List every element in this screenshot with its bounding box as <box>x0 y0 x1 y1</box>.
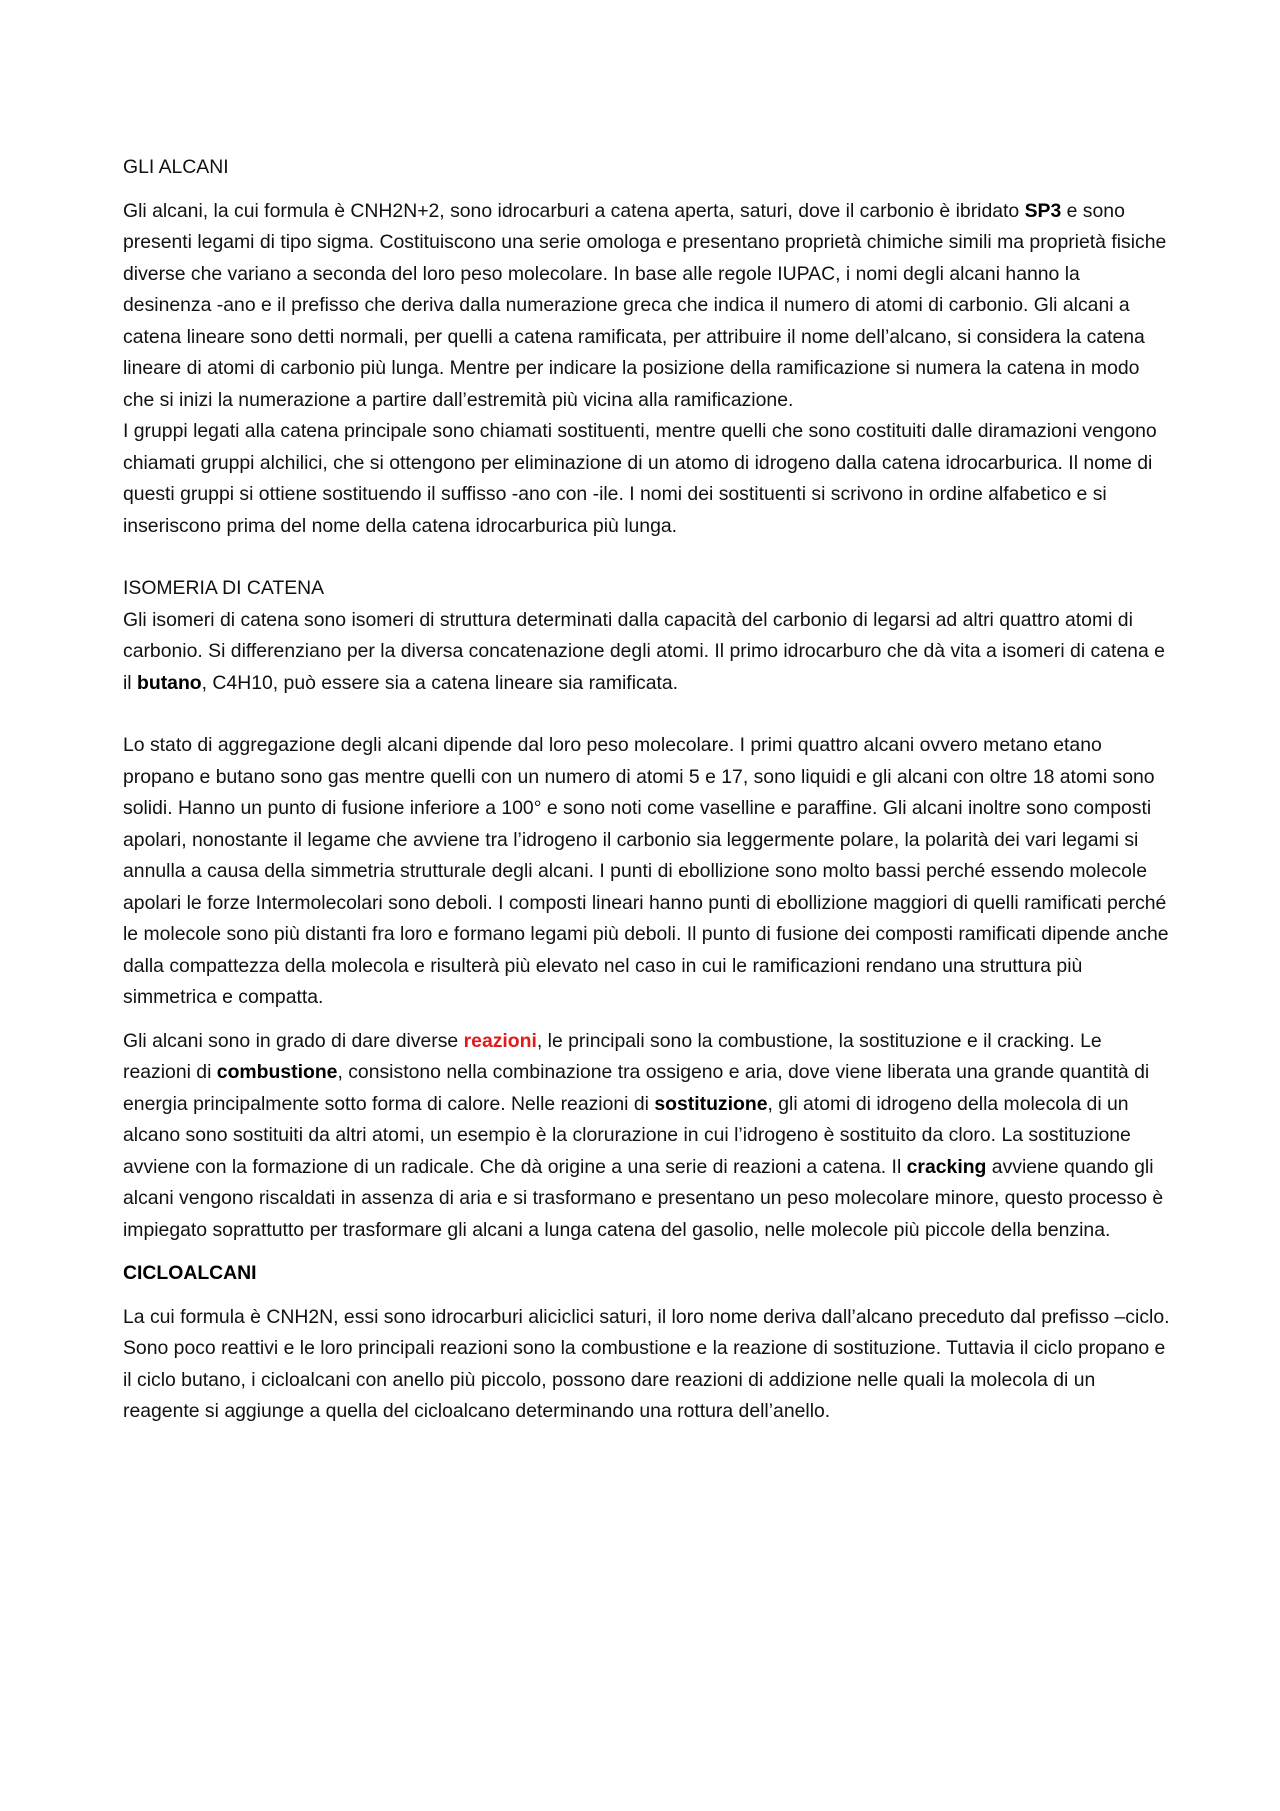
sp3-term: SP3 <box>1024 199 1062 222</box>
intro-paragraph <box>123 196 1173 417</box>
reazioni-text-5: avviene quando gli alcani vengono riscaldati in assenza di aria e si trasformano e presentano un peso molecolare minore, questo processo è impiegato soprattutto per trasformare gli alcani a lunga catena del gasolio, nelle molecole più piccole della benzina. <box>123 1155 1164 1241</box>
reazioni-paragraph <box>123 1026 1173 1247</box>
aggregazione-paragraph: Lo stato di aggregazione degli alcani dipende dal loro peso molecolare. I primi quattro alcani ovvero metano etano propano e butano sono gas mentre quelli con un numero di atomi 5 e 17, sono liquidi e gli alcani con oltre 18 atomi sono solidi. Hanno un punto di fusione inferiore a 100° e sono noti come vaselline e paraffine. Gli alcani inoltre sono composti apolari, nonostante il legame che avviene tra l’idrogeno il carbonio sia leggermente polare, la polarità dei vari legami si annulla a causa della simmetria strutturale degli alcani. I punti di ebollizione sono molto bassi perché essendo molecole apolari le forze Intermolecolari sono deboli. I composti lineari hanno punti di ebollizione maggiori di quelli ramificati perché le molecole sono più distanti fra loro e formano legami più deboli. Il punto di fusione dei composti ramificati dipende anche dalla compattezza della molecola e risulterà più elevato nel caso in cui le ramificazioni rendano una struttura più simmetrica e compatta. <box>123 734 1169 1008</box>
sostituzione-term: sostituzione <box>654 1092 768 1115</box>
combustione-term: combustione <box>216 1061 338 1083</box>
cracking-term: cracking <box>906 1155 987 1178</box>
reazioni-text-4: , gli atomi di idrogeno della molecola di un alcano sono sostituiti da altri atomi, un esempio è la clorurazione in cui l’idrogeno è sostituito da cloro. La sostituzione avviene con la formazione di un radicale. Che dà origine a una serie di reazioni a catena. Il <box>123 1092 1131 1178</box>
isomeria-text-1: Gli isomeri di catena sono isomeri di struttura determinati dalla capacità del carbonio di legarsi ad altri quattro atomi di carbonio. Si differenziano per la diversa concatenazione degli atomi. Il primo idrocarburo che dà vita a isomeri di catena e il <box>123 608 1165 694</box>
isomeria-paragraph <box>123 605 1173 700</box>
intro-text-1: Gli alcani, la cui formula è CNH2N+2, sono idrocarburi a catena aperta, saturi, dove il carbonio è ibridato <box>123 199 1025 222</box>
reazioni-text-1: Gli alcani sono in grado di dare diverse <box>123 1029 464 1052</box>
intro-text-2: e sono presenti legami di tipo sigma. Costituiscono una serie omologa e presentano proprietà chimiche simili ma proprietà fisiche diverse che variano a seconda del loro peso molecolare. In base alle regole IUPAC, i nomi degli alcani hanno la desinenza -ano e il prefisso che deriva dalla numerazione greca che indica il numero di atomi di carbonio. Gli alcani a catena lineare sono detti normali, per quelli a catena ramificata, per attribuire il nome dell’alcano, si considera la catena lineare di atomi di carbonio più lunga. Mentre per indicare la posizione della ramificazione si numera la catena in modo che si inizi la numerazione a partire dall’estremità più vicina alla ramificazione. <box>123 199 1167 411</box>
document-title: GLI ALCANI <box>123 156 229 178</box>
substituents-paragraph: I gruppi legati alla catena principale sono chiamati sostituenti, mentre quelli che sono costituiti dalle diramazioni vengono chiamati gruppi alchilici, che si ottengono per eliminazione di un atomo di idrogeno dalla catena idrocarburica. Il nome di questi gruppi si ottiene sostituendo il suffisso -ano con -ile. I nomi dei sostituenti si scrivono in ordine alfabetico e si inseriscono prima del nome della catena idrocarburica più lunga. <box>123 420 1157 537</box>
reazioni-text-3: , consistono nella combinazione tra ossigeno e aria, dove viene liberata una grande quantità di energia principalmente sotto forma di calore. Nelle reazioni di <box>123 1061 1150 1115</box>
cicloalcani-heading: CICLOALCANI <box>123 1262 257 1284</box>
butano-term: butano <box>137 671 202 694</box>
reazioni-text-2: , le principali sono la combustione, la sostituzione e il cracking. Le reazioni di <box>123 1029 1102 1083</box>
reazioni-highlight: reazioni <box>463 1029 537 1052</box>
isomeria-heading: ISOMERIA DI CATENA <box>123 577 325 599</box>
cicloalcani-paragraph: La cui formula è CNH2N, essi sono idrocarburi aliciclici saturi, il loro nome deriva dall’alcano preceduto dal prefisso –ciclo. Sono poco reattivi e le loro principali reazioni sono la combustione e la reazione di sostituzione. Tuttavia il ciclo propano e il ciclo butano, i cicloalcani con anello più piccolo, possono dare reazioni di addizione nelle quali la molecola di un reagente si aggiunge a quella del cicloalcano determinando una rottura dell’anello. <box>123 1305 1170 1422</box>
document-page <box>123 152 1173 1428</box>
isomeria-text-2: , C4H10, può essere sia a catena lineare sia ramificata. <box>201 671 679 694</box>
